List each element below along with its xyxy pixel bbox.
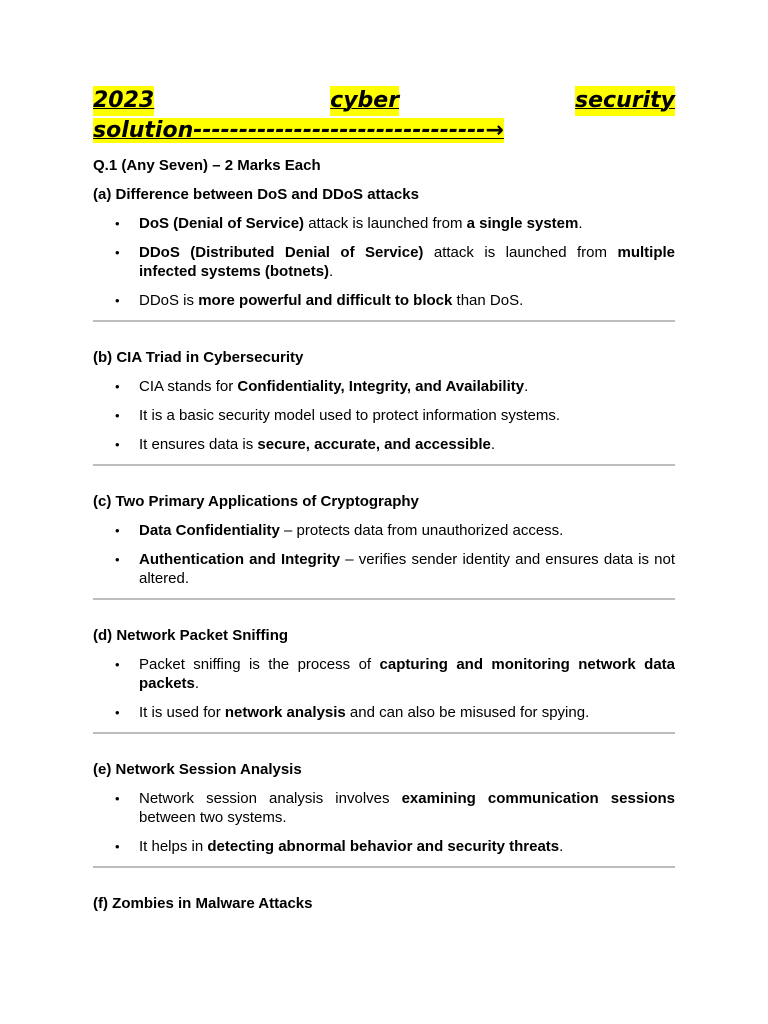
title-word: cyber bbox=[330, 86, 399, 116]
bullet-icon: • bbox=[115, 379, 120, 394]
bullet-icon: • bbox=[115, 839, 120, 854]
answer-section bbox=[93, 185, 675, 322]
section-heading: (a) Difference between DoS and DDoS attacks bbox=[93, 186, 419, 203]
bold-text: capturing and monitoring network data packets bbox=[139, 656, 675, 692]
bullet-list bbox=[93, 789, 675, 856]
bullet-list bbox=[93, 214, 675, 310]
bold-text: examining communication sessions bbox=[401, 790, 675, 807]
bullet-icon: • bbox=[115, 293, 120, 308]
bullet-icon: • bbox=[115, 657, 120, 672]
section-heading: (c) Two Primary Applications of Cryptography bbox=[93, 493, 419, 510]
section-divider bbox=[93, 732, 675, 734]
list-item bbox=[93, 837, 675, 856]
section-divider bbox=[93, 866, 675, 868]
text: . bbox=[559, 838, 564, 855]
bold-text: secure, accurate, and accessible bbox=[257, 436, 491, 453]
title-word: security bbox=[575, 86, 675, 116]
list-item bbox=[93, 377, 675, 396]
bold-text: detecting abnormal behavior and security threats bbox=[207, 838, 560, 855]
section-divider bbox=[93, 464, 675, 466]
bullet-icon: • bbox=[115, 408, 120, 423]
text: . bbox=[578, 215, 583, 232]
bold-text: DDoS (Distributed Denial of Service) bbox=[139, 244, 424, 261]
text: – verifies sender identity and ensures data is not altered. bbox=[139, 551, 675, 587]
text: DDoS is bbox=[139, 292, 199, 309]
title-word: 2023 bbox=[93, 86, 154, 116]
bullet-icon: • bbox=[115, 791, 120, 806]
text: Packet sniffing is the process of bbox=[139, 656, 380, 673]
list-item bbox=[93, 655, 675, 693]
text: It is used for bbox=[139, 704, 225, 721]
bullet-list bbox=[93, 521, 675, 588]
text: . bbox=[490, 436, 496, 453]
list-item bbox=[93, 406, 675, 425]
text: – protects data from unauthorized access. bbox=[279, 522, 564, 539]
text: and can also be misused for spying. bbox=[345, 704, 590, 721]
text: It helps in bbox=[139, 838, 208, 855]
text: CIA stands for bbox=[139, 378, 238, 395]
text: It is a basic security model used to protect information systems. bbox=[139, 407, 561, 424]
section-heading: (d) Network Packet Sniffing bbox=[93, 627, 289, 644]
bullet-icon: • bbox=[115, 552, 120, 567]
list-item bbox=[93, 243, 675, 281]
list-item bbox=[93, 435, 675, 454]
list-item bbox=[93, 521, 675, 540]
section-heading: (f) Zombies in Malware Attacks bbox=[93, 895, 313, 912]
bold-text: DoS (Denial of Service) bbox=[139, 215, 305, 232]
text: than DoS. bbox=[452, 292, 524, 309]
bold-text: Confidentiality, Integrity, and Availability bbox=[237, 378, 525, 395]
answer-section bbox=[93, 626, 675, 734]
bold-text: Data Confidentiality bbox=[139, 522, 280, 539]
answer-sections bbox=[93, 185, 675, 914]
title-line2: solution--------------------------------→ bbox=[93, 118, 504, 143]
text: attack is launched from bbox=[423, 244, 618, 261]
answer-section bbox=[93, 894, 675, 914]
section-divider bbox=[93, 320, 675, 322]
bold-text: Authentication and Integrity bbox=[139, 551, 341, 568]
question-heading: Q.1 (Any Seven) – 2 Marks Each bbox=[93, 157, 321, 174]
text: . bbox=[194, 675, 200, 692]
text: Network session analysis involves bbox=[139, 790, 402, 807]
bold-text: network analysis bbox=[224, 704, 346, 721]
section-heading: (e) Network Session Analysis bbox=[93, 761, 302, 778]
bullet-icon: • bbox=[115, 705, 120, 720]
bullet-icon: • bbox=[115, 523, 120, 538]
bullet-icon: • bbox=[115, 216, 120, 231]
bold-text: multiple infected systems (botnets) bbox=[139, 244, 675, 280]
section-divider bbox=[93, 598, 675, 600]
bullet-list bbox=[93, 655, 675, 722]
list-item bbox=[93, 789, 675, 827]
section-heading: (b) CIA Triad in Cybersecurity bbox=[93, 349, 304, 366]
bullet-icon: • bbox=[115, 437, 120, 452]
list-item bbox=[93, 291, 675, 310]
bold-text: more powerful and difficult to block bbox=[198, 292, 453, 309]
answer-section bbox=[93, 760, 675, 868]
list-item bbox=[93, 550, 675, 588]
list-item bbox=[93, 703, 675, 722]
answer-section bbox=[93, 492, 675, 600]
document-title bbox=[93, 86, 675, 146]
text: It ensures data is bbox=[139, 436, 258, 453]
bullet-icon: • bbox=[115, 245, 120, 260]
document-content bbox=[93, 86, 675, 914]
text: attack is launched from bbox=[304, 215, 467, 232]
bullet-list bbox=[93, 377, 675, 454]
answer-section bbox=[93, 348, 675, 466]
text: . bbox=[329, 263, 334, 280]
bold-text: a single system bbox=[466, 215, 579, 232]
text: . bbox=[524, 378, 529, 395]
list-item bbox=[93, 214, 675, 233]
text: between two systems. bbox=[139, 809, 287, 826]
